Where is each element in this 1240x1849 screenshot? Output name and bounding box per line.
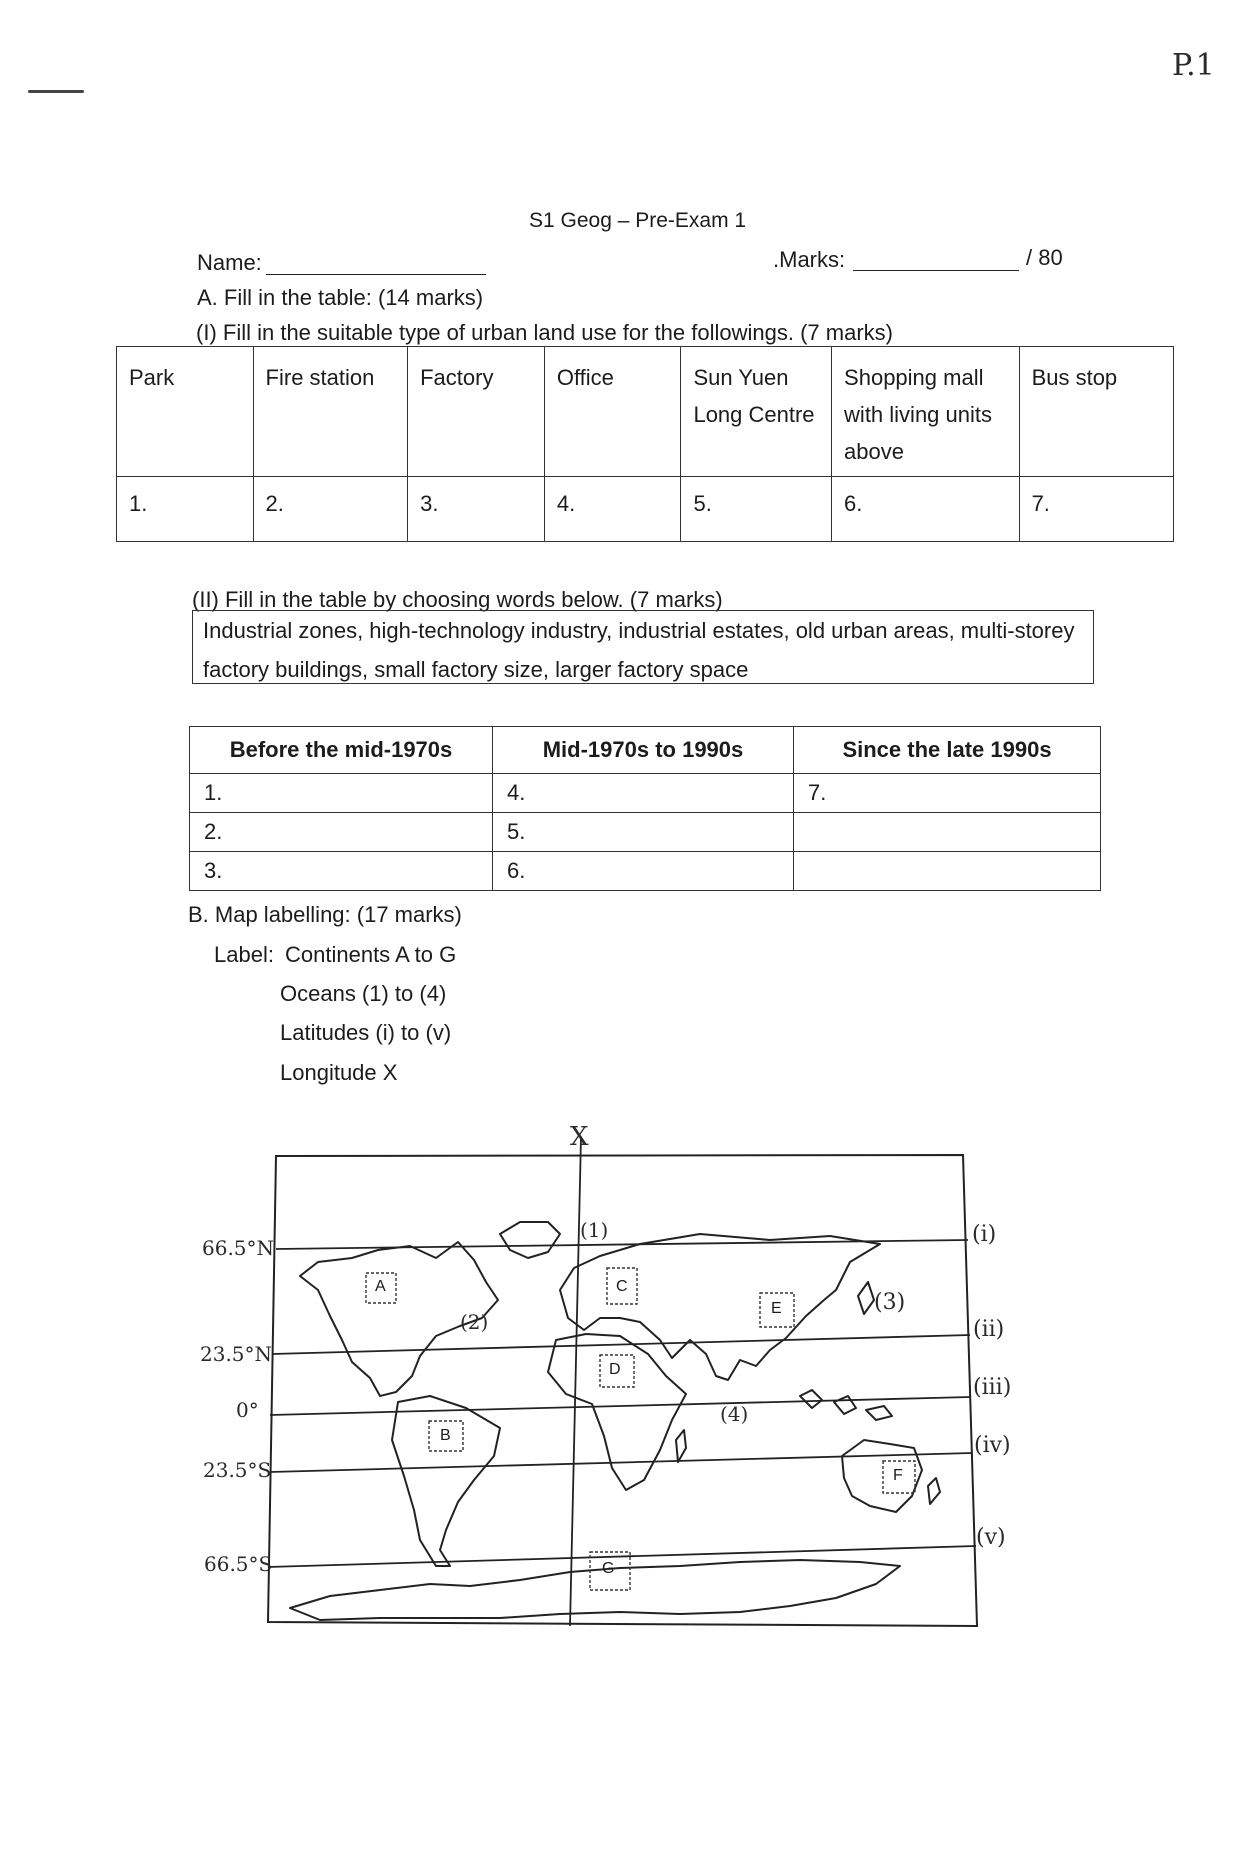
latitude-label-66n: 66.5°N — [202, 1236, 275, 1260]
latitude-line-ii — [272, 1335, 970, 1354]
continent-label-a: A — [375, 1278, 386, 1295]
map-frame — [268, 1155, 977, 1626]
greenland-outline — [500, 1222, 560, 1258]
latitude-roman-iii: (iii) — [973, 1375, 1012, 1400]
land-use-header: Sun Yuen Long Centre — [681, 347, 832, 477]
label-item: Oceans (1) to (4) — [280, 981, 447, 1006]
section-a-heading: A. Fill in the table: (14 marks) — [197, 285, 484, 310]
latitude-line-iii — [270, 1397, 970, 1415]
part2-instruction: (II) Fill in the table by choosing words below. (7 marks) — [192, 587, 723, 612]
name-label: Name: — [197, 250, 262, 275]
longitude-x-label: X — [570, 1122, 589, 1152]
land-use-header: Factory — [408, 347, 545, 477]
marks-total: / 80 — [1026, 245, 1063, 270]
label-prefix: Label: — [214, 942, 274, 967]
industry-header: Since the late 1990s — [794, 727, 1101, 774]
ocean-label-3: (3) — [874, 1290, 906, 1315]
latitude-label-23s: 23.5°S — [203, 1458, 272, 1482]
answer-cell[interactable]: 3. — [190, 852, 493, 891]
answer-cell[interactable]: 1. — [190, 774, 493, 813]
latitude-roman-v: (v) — [976, 1525, 1006, 1550]
answer-cell[interactable]: 2. — [190, 813, 493, 852]
land-use-header: Bus stop — [1019, 347, 1173, 477]
answer-cell[interactable]: 6. — [493, 852, 794, 891]
answer-cell[interactable]: 5. — [493, 813, 794, 852]
answer-cell[interactable]: 4. — [493, 774, 794, 813]
industry-header: Before the mid-1970s — [190, 727, 493, 774]
latitude-roman-i: (i) — [972, 1222, 997, 1247]
page-number: P.1 — [1172, 48, 1215, 83]
ocean-label-2: (2) — [460, 1310, 489, 1334]
continent-label-f: F — [893, 1467, 903, 1484]
europe-asia-outline — [560, 1234, 880, 1380]
continent-label-b: B — [440, 1427, 451, 1444]
word-bank: Industrial zones, high-technology industry, industrial estates, old urban areas, multi-storey factory buildings, small factory size, larger factory space — [192, 610, 1094, 684]
longitude-x-line — [570, 1137, 581, 1626]
latitude-line-iv — [270, 1453, 972, 1472]
answer-cell[interactable]: 7. — [1019, 477, 1173, 542]
ocean-label-4: (4) — [720, 1402, 749, 1426]
label-item: Latitudes (i) to (v) — [280, 1020, 452, 1045]
page-title: S1 Geog – Pre-Exam 1 — [529, 209, 747, 232]
industry-header: Mid-1970s to 1990s — [493, 727, 794, 774]
land-use-header: Office — [544, 347, 681, 477]
madagascar-outline — [676, 1430, 686, 1462]
africa-outline — [548, 1334, 686, 1490]
australia-outline — [842, 1440, 922, 1512]
continent-label-d: D — [609, 1361, 621, 1378]
answer-cell[interactable]: 4. — [544, 477, 681, 542]
land-use-header: Fire station — [253, 347, 408, 477]
section-b-heading: B. Map labelling: (17 marks) — [188, 902, 462, 927]
ocean-label-1: (1) — [580, 1218, 609, 1242]
continent-label-e: E — [771, 1300, 782, 1317]
answer-cell[interactable]: 6. — [832, 477, 1020, 542]
part1-instruction: (I) Fill in the suitable type of urban land use for the followings. (7 marks) — [196, 320, 893, 345]
label-item: Continents A to G — [285, 942, 457, 967]
southeast-asia-islands — [800, 1390, 892, 1420]
answer-cell[interactable]: 7. — [794, 774, 1101, 813]
new-zealand-outline — [928, 1478, 940, 1504]
answer-cell[interactable]: 1. — [117, 477, 254, 542]
answer-cell[interactable]: 3. — [408, 477, 545, 542]
latitude-roman-ii: (ii) — [973, 1317, 1005, 1342]
latitude-label-23n: 23.5°N — [200, 1342, 273, 1366]
label-item: Longitude X — [280, 1060, 398, 1085]
continent-label-g: G — [602, 1560, 615, 1577]
marks-label: .Marks: — [773, 247, 846, 272]
answer-cell[interactable]: 5. — [681, 477, 832, 542]
japan-outline — [858, 1282, 874, 1314]
land-use-header: Shopping mall with living units above — [832, 347, 1020, 477]
continent-label-c: C — [616, 1278, 628, 1295]
latitude-roman-iv: (iv) — [974, 1433, 1011, 1458]
latitude-label-equator: 0° — [236, 1398, 259, 1422]
latitude-label-66s: 66.5°S — [204, 1552, 273, 1576]
land-use-header: Park — [117, 347, 254, 477]
answer-cell[interactable]: 2. — [253, 477, 408, 542]
